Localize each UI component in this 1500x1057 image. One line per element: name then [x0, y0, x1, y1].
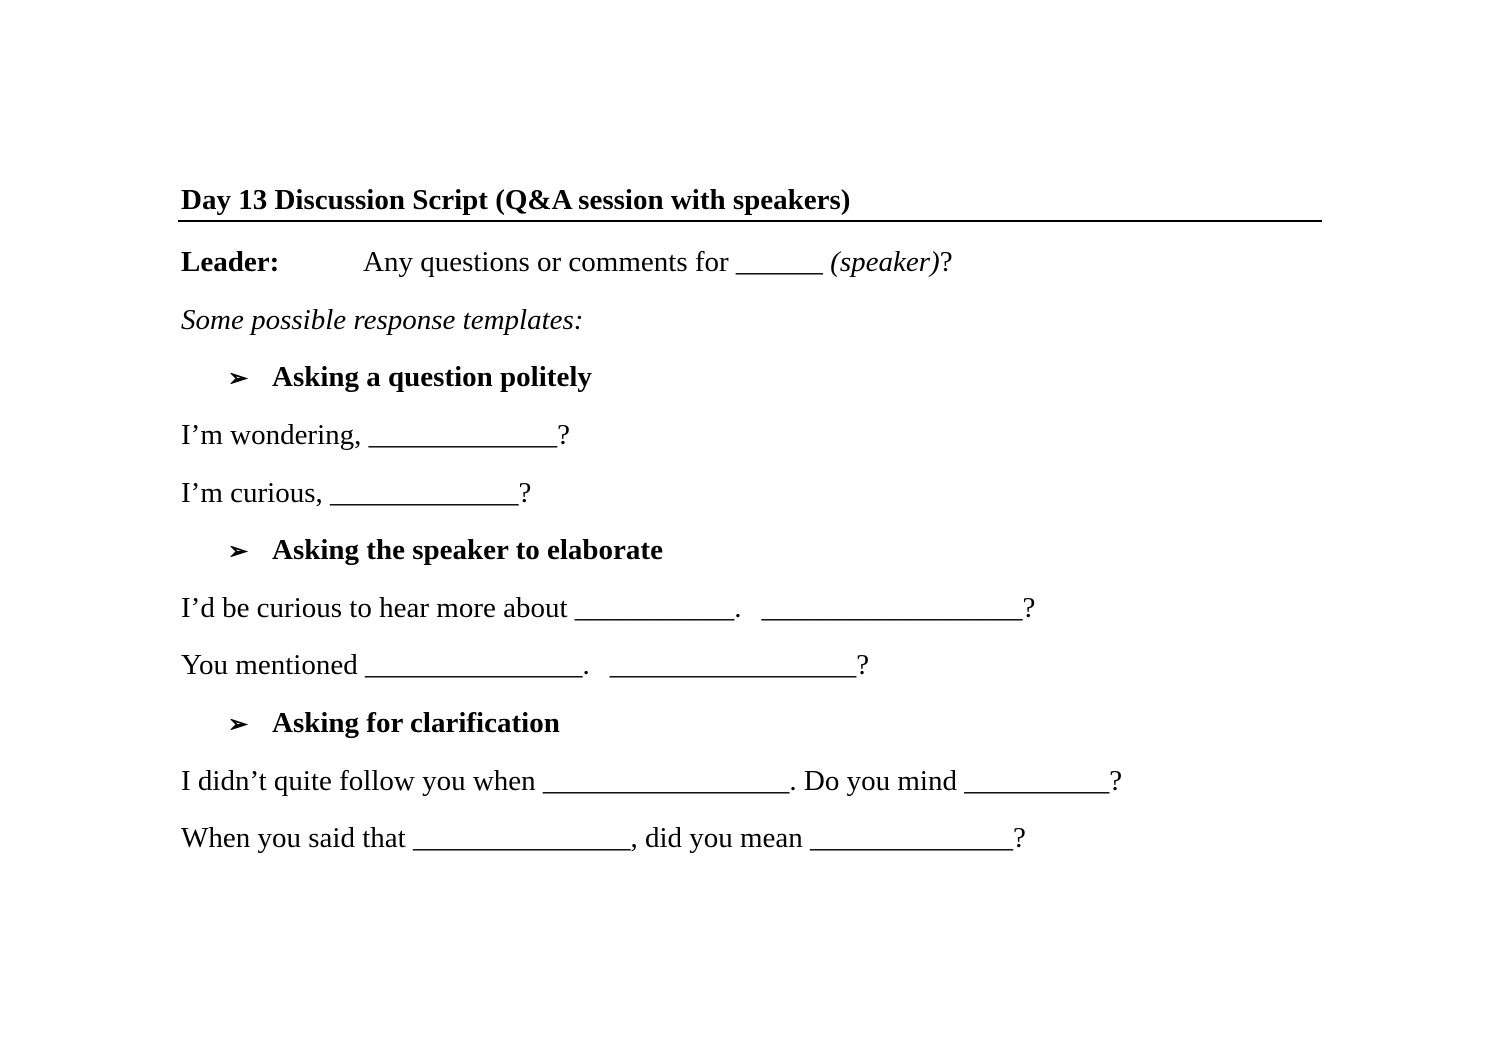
title-underline	[178, 220, 1322, 222]
intro-text: Some possible response templates:	[181, 304, 584, 336]
leader-label: Leader:	[181, 246, 280, 278]
template-line: When you said that _______________, did you mean ______________?	[181, 822, 1026, 854]
template-line: I’m curious, _____________?	[181, 477, 532, 509]
template-line: I didn’t quite follow you when _________________. Do you mind __________?	[181, 765, 1123, 797]
section-heading: ➢ Asking the speaker to elaborate	[228, 533, 663, 569]
speaker-blank: ______	[735, 246, 823, 278]
speaker-hint: (speaker)	[822, 246, 940, 278]
arrow-bullet-icon: ➢	[228, 539, 249, 565]
arrow-bullet-icon: ➢	[228, 712, 249, 738]
leader-end: ?	[939, 246, 953, 278]
leader-line	[181, 245, 953, 279]
page-title: Day 13 Discussion Script (Q&A session with speakers)	[181, 184, 851, 216]
template-line: I’m wondering, _____________?	[181, 419, 571, 451]
section-heading: ➢ Asking for clarification	[228, 706, 560, 742]
section-heading: ➢ Asking a question politely	[228, 360, 592, 396]
template-line: I’d be curious to hear more about ___________. __________________?	[181, 592, 1036, 624]
leader-text: Any questions or comments for	[363, 246, 736, 278]
template-line: You mentioned _______________. _________________?	[181, 649, 870, 681]
arrow-bullet-icon: ➢	[228, 366, 249, 392]
